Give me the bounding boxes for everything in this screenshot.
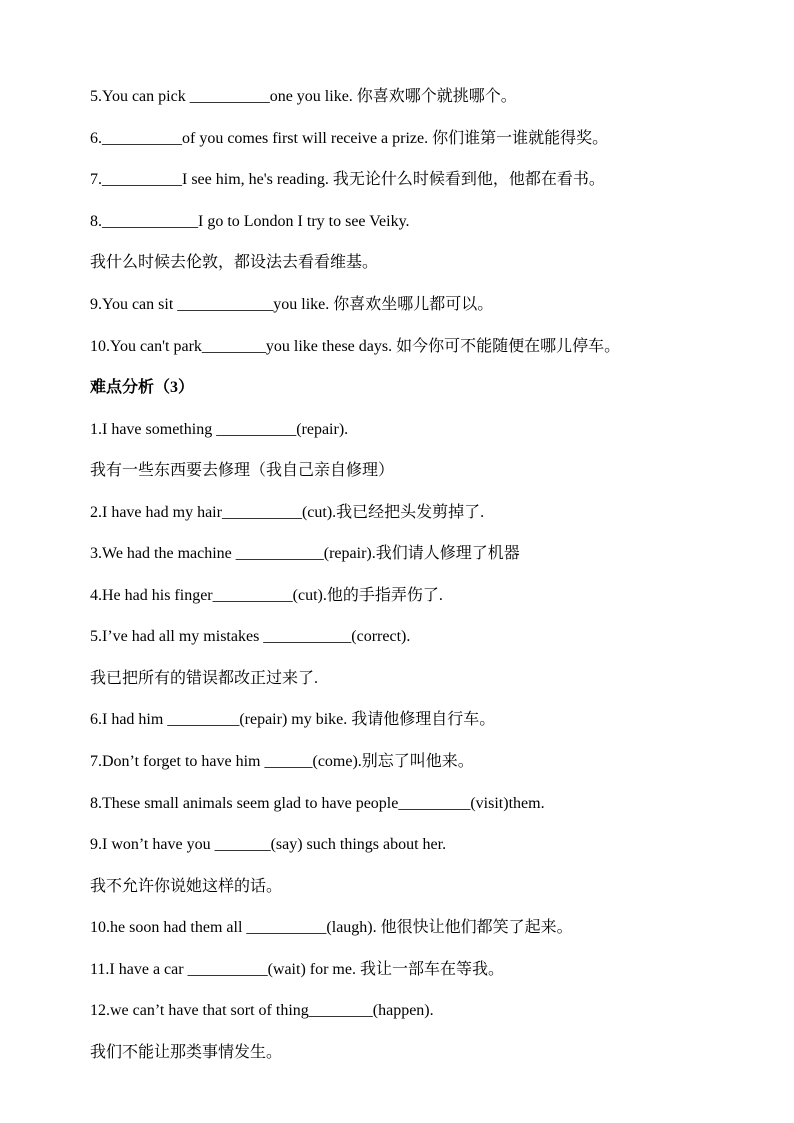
exercise-line: 5.I’ve had all my mistakes ___________(correct). xyxy=(90,628,411,645)
translation-line: 我已把所有的错误都改正过来了. xyxy=(90,670,319,687)
exercise-line: 4.He had his finger__________(cut).他的手指弄伤了. xyxy=(90,587,443,604)
exercise-line: 7.__________I see him, he's reading. 我无论什么时候看到他，他都在看书。 xyxy=(90,171,605,188)
translation-line: 我不允许你说她这样的话。 xyxy=(90,878,283,895)
exercise-line: 7.Don’t forget to have him ______(come).别忘了叫他来。 xyxy=(90,753,474,770)
translation-line: 我有一些东西要去修理（我自己亲自修理） xyxy=(90,462,395,479)
translation-line: 我什么时候去伦敦，都设法去看看维基。 xyxy=(90,254,379,271)
exercise-line: 6.__________of you comes first will receive a prize. 你们谁第一谁就能得奖。 xyxy=(90,130,609,147)
exercise-line: 10.You can't park________you like these days. 如今你可不能随便在哪儿停车。 xyxy=(90,338,621,355)
exercise-line: 8.These small animals seem glad to have people_________(visit)them. xyxy=(90,795,545,812)
exercise-line: 8.____________I go to London I try to see Veiky. xyxy=(90,213,410,230)
exercise-line: 9.You can sit ____________you like. 你喜欢坐哪儿都可以。 xyxy=(90,296,494,313)
exercise-line: 9.I won’t have you _______(say) such things about her. xyxy=(90,836,447,853)
exercise-line: 10.he soon had them all __________(laugh). 他很快让他们都笑了起来。 xyxy=(90,919,573,936)
section-heading: 难点分析（3） xyxy=(90,379,195,396)
exercise-line: 6.I had him _________(repair) my bike. 我请他修理自行车。 xyxy=(90,711,496,728)
exercise-line: 1.I have something __________(repair). xyxy=(90,421,349,438)
exercise-line: 12.we can’t have that sort of thing________(happen). xyxy=(90,1002,434,1019)
exercise-line: 2.I have had my hair__________(cut).我已经把头发剪掉了. xyxy=(90,504,485,521)
exercise-line: 3.We had the machine ___________(repair).我们请人修理了机器 xyxy=(90,545,520,562)
exercise-line: 5.You can pick __________one you like. 你喜欢哪个就挑哪个。 xyxy=(90,88,517,105)
translation-line: 我们不能让那类事情发生。 xyxy=(90,1044,283,1061)
exercise-line: 11.I have a car __________(wait) for me. 我让一部车在等我。 xyxy=(90,961,504,978)
